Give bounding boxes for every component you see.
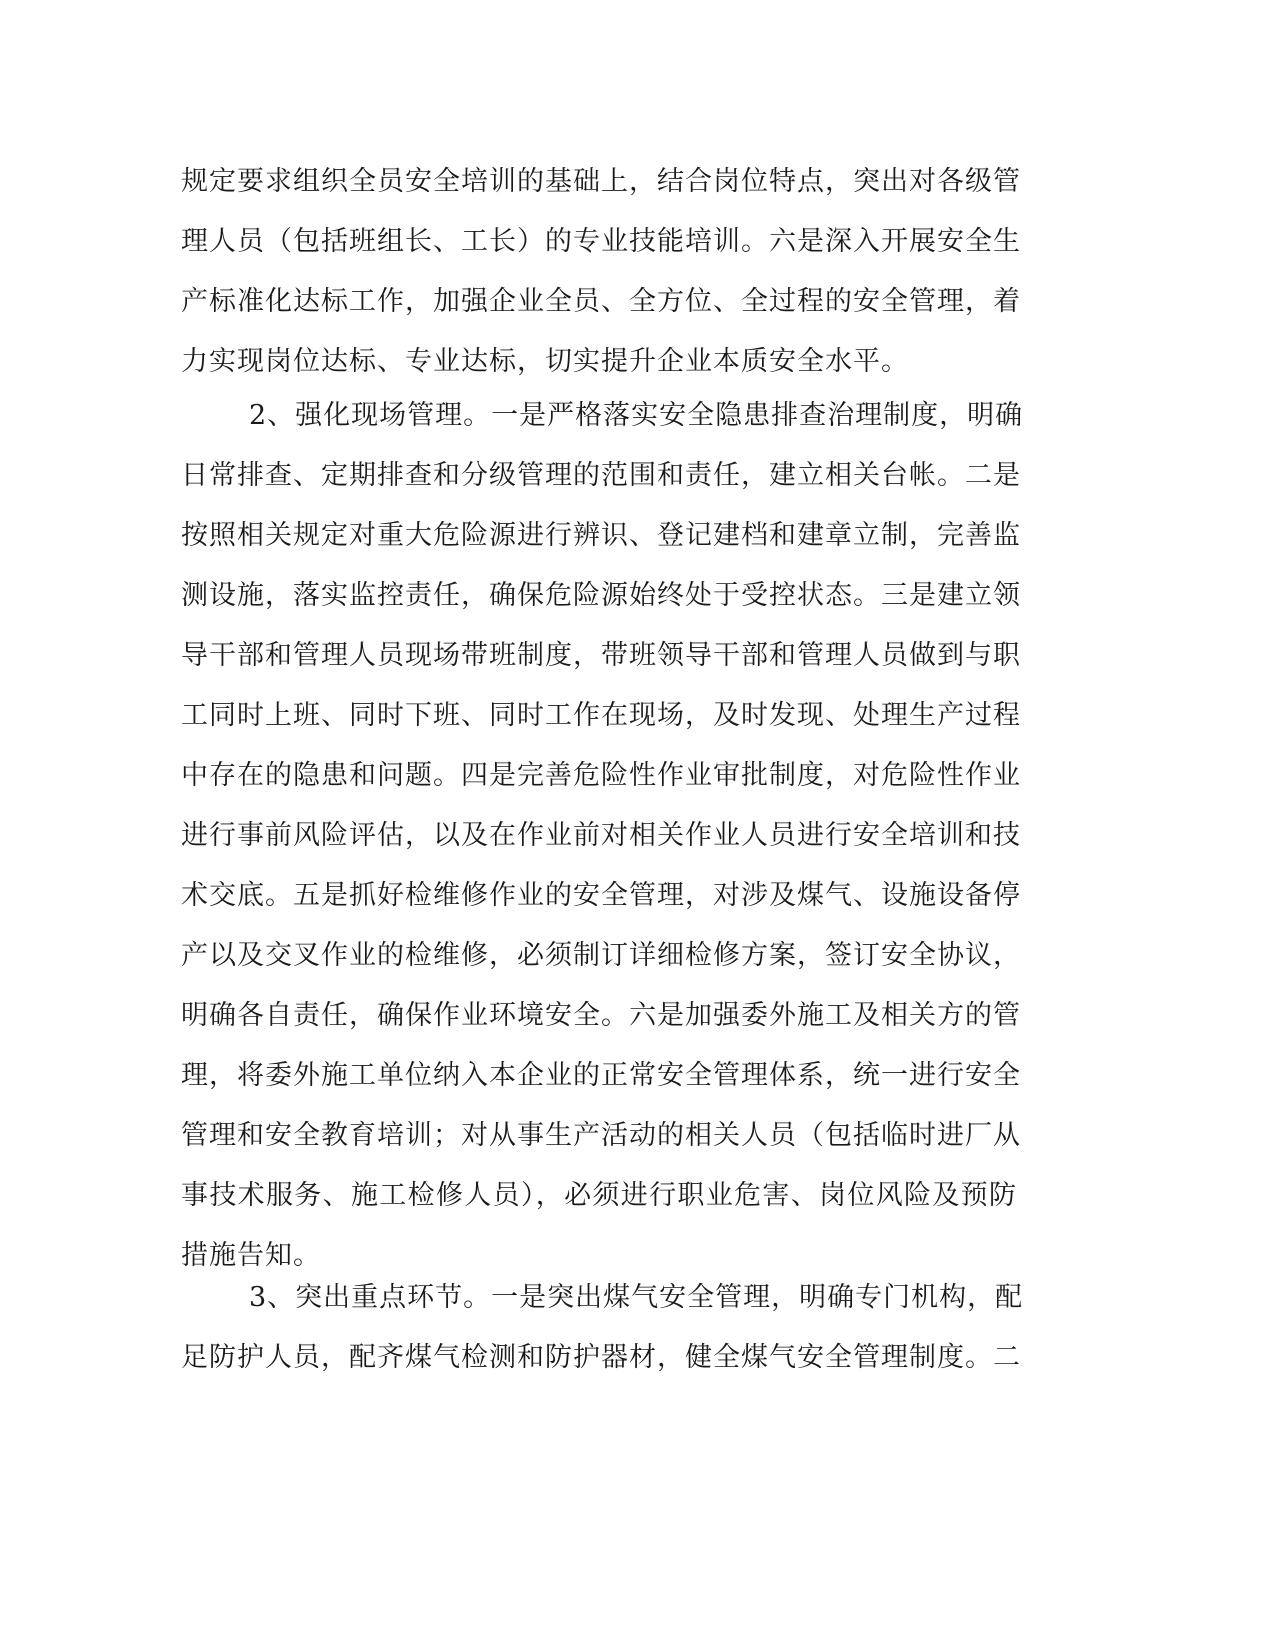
paragraph-line: 足防护人员，配齐煤气检测和防护器材，健全煤气安全管理制度。二: [181, 1342, 1021, 1373]
paragraph-line: 理，将委外施工单位纳入本企业的正常安全管理体系，统一进行安全: [181, 1060, 1021, 1091]
paragraph-line: 测设施，落实监控责任，确保危险源始终处于受控状态。三是建立领: [181, 580, 1021, 611]
paragraph-line: 规定要求组织全员安全培训的基础上，结合岗位特点，突出对各级管: [181, 166, 1021, 197]
paragraph-line: 工同时上班、同时下班、同时工作在现场，及时发现、处理生产过程: [181, 700, 1021, 731]
paragraph-line: 导干部和管理人员现场带班制度，带班领导干部和管理人员做到与职: [181, 640, 1021, 671]
paragraph-line: 管理和安全教育培训；对从事生产活动的相关人员（包括临时进厂从: [181, 1120, 1021, 1151]
paragraph-line: 3、突出重点环节。一是突出煤气安全管理，明确专门机构，配: [249, 1282, 1024, 1313]
paragraph-1: [181, 152, 1021, 392]
paragraph-line: 产标准化达标工作，加强企业全员、全方位、全过程的安全管理，着: [181, 286, 1021, 317]
paragraph-line: 2、强化现场管理。一是严格落实安全隐患排查治理制度，明确: [249, 400, 1024, 431]
paragraph-line: 术交底。五是抓好检维修作业的安全管理，对涉及煤气、设施设备停: [181, 880, 1021, 911]
paragraph-line: 按照相关规定对重大危险源进行辨识、登记建档和建章立制，完善监: [181, 520, 1021, 551]
paragraph-line: 中存在的隐患和问题。四是完善危险性作业审批制度，对危险性作业: [181, 760, 1021, 791]
paragraph-line: 进行事前风险评估，以及在作业前对相关作业人员进行安全培训和技: [181, 820, 1021, 851]
paragraph-line: 力实现岗位达标、专业达标，切实提升企业本质安全水平。: [181, 346, 909, 377]
paragraph-line: 措施告知。: [181, 1240, 321, 1271]
paragraph-line: 理人员（包括班组长、工长）的专业技能培训。六是深入开展安全生: [181, 226, 1021, 257]
paragraph-line: 日常排查、定期排查和分级管理的范围和责任，建立相关台帐。二是: [181, 460, 1021, 491]
paragraph-line: 事技术服务、施工检修人员），必须进行职业危害、岗位风险及预防: [181, 1180, 1017, 1211]
paragraph-line: 明确各自责任，确保作业环境安全。六是加强委外施工及相关方的管: [181, 1000, 1021, 1031]
paragraph-3: [181, 1268, 1024, 1388]
paragraph-2: [181, 386, 1024, 1286]
paragraph-line: 产以及交叉作业的检维修，必须制订详细检修方案，签订安全协议，: [181, 940, 1021, 971]
